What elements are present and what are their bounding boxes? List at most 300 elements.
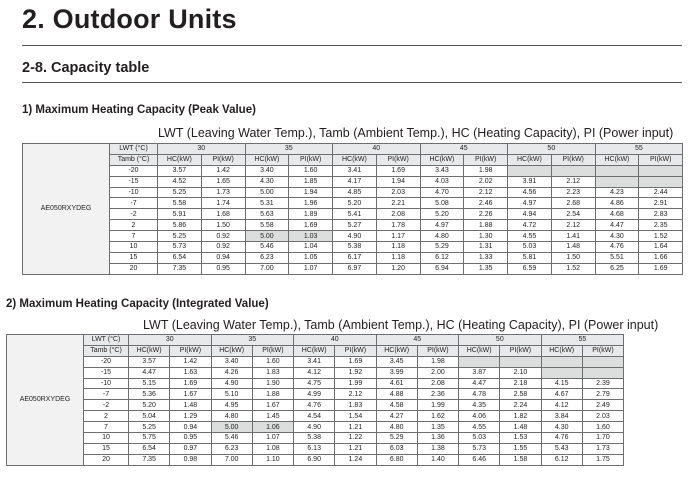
- tamb-value: -15: [110, 176, 158, 187]
- pi-value: 1.53: [500, 433, 541, 444]
- pi-value: 1.18: [376, 242, 420, 253]
- pi-value: 2.83: [639, 209, 683, 220]
- tamb-value: -7: [110, 198, 158, 209]
- table-row: [23, 209, 683, 220]
- hc-value: 3.57: [158, 165, 202, 176]
- tamb-value: 7: [110, 231, 158, 242]
- pi-value: 2.68: [551, 198, 595, 209]
- pi-value: [582, 356, 623, 367]
- pi-value: 1.78: [376, 220, 420, 231]
- lwt-value: 45: [420, 144, 508, 155]
- pi-value: 1.64: [639, 242, 683, 253]
- pi-value: 1.36: [417, 433, 458, 444]
- hc-value: 4.85: [333, 187, 377, 198]
- pi-value: 2.26: [464, 209, 508, 220]
- hc-value: 5.75: [129, 433, 170, 444]
- hc-value: 6.17: [333, 252, 377, 263]
- hc-value: 4.88: [376, 389, 417, 400]
- table2-legend: LWT (Leaving Water Temp.), Tamb (Ambient Temp.), HC (Heating Capacity), PI (Power input): [143, 318, 659, 332]
- table-row: [7, 443, 624, 454]
- tamb-value: 2: [84, 411, 129, 422]
- pi-value: 0.92: [201, 231, 245, 242]
- hc-value: 5.27: [333, 220, 377, 231]
- pi-value: 1.94: [376, 176, 420, 187]
- tamb-value: 2: [110, 220, 158, 231]
- hc-value: 4.30: [541, 422, 582, 433]
- hc-value: 6.23: [211, 443, 252, 454]
- hc-value: [595, 165, 639, 176]
- hc-header: HC(kW): [508, 154, 552, 165]
- table-row: [23, 242, 683, 253]
- tamb-value: -10: [84, 378, 129, 389]
- hc-value: 5.20: [129, 400, 170, 411]
- pi-value: 2.08: [376, 209, 420, 220]
- hc-value: 4.12: [294, 367, 335, 378]
- hc-value: 5.15: [129, 378, 170, 389]
- pi-value: 2.58: [500, 389, 541, 400]
- pi-value: 1.42: [170, 356, 211, 367]
- pi-value: 2.12: [335, 389, 376, 400]
- table-row: [23, 263, 683, 274]
- pi-value: 2.03: [582, 411, 623, 422]
- pi-value: 1.04: [289, 242, 333, 253]
- hc-value: 5.00: [211, 422, 252, 433]
- hc-value: 4.76: [541, 433, 582, 444]
- hc-value: [541, 367, 582, 378]
- pi-value: 0.95: [201, 263, 245, 274]
- hc-value: 5.38: [294, 433, 335, 444]
- hc-value: 4.26: [211, 367, 252, 378]
- table-row: [23, 252, 683, 263]
- pi-value: 1.74: [201, 198, 245, 209]
- lwt-value: 50: [459, 335, 542, 346]
- pi-value: 1.88: [464, 220, 508, 231]
- hc-value: 4.86: [595, 198, 639, 209]
- table1-heading: 1) Maximum Heating Capacity (Peak Value): [22, 104, 256, 116]
- pi-header: PI(kW): [170, 345, 211, 356]
- lwt-value: 40: [333, 144, 421, 155]
- hc-value: 3.87: [459, 367, 500, 378]
- tamb-value: 10: [84, 433, 129, 444]
- pi-header: PI(kW): [500, 345, 541, 356]
- tamb-header: Tamb (°C): [84, 345, 129, 356]
- hc-value: 4.99: [294, 389, 335, 400]
- hc-value: 6.54: [129, 443, 170, 454]
- hc-value: 4.78: [459, 389, 500, 400]
- hc-value: 4.27: [376, 411, 417, 422]
- table-row: [7, 356, 624, 367]
- hc-value: 6.97: [333, 263, 377, 274]
- tamb-header: Tamb (°C): [110, 154, 158, 165]
- pi-value: 1.29: [170, 411, 211, 422]
- pi-value: 2.21: [376, 198, 420, 209]
- tamb-value: 15: [84, 443, 129, 454]
- pi-value: 1.69: [335, 356, 376, 367]
- hc-value: 4.80: [211, 411, 252, 422]
- tamb-value: -10: [110, 187, 158, 198]
- table-row: [23, 231, 683, 242]
- pi-value: 1.60: [289, 165, 333, 176]
- pi-value: 1.45: [252, 411, 293, 422]
- tamb-value: -20: [110, 165, 158, 176]
- pi-value: 1.40: [417, 454, 458, 465]
- pi-value: 1.83: [252, 367, 293, 378]
- hc-value: 5.00: [245, 187, 289, 198]
- hc-value: 5.10: [211, 389, 252, 400]
- pi-value: 1.41: [551, 231, 595, 242]
- pi-value: 1.10: [252, 454, 293, 465]
- hc-value: 3.91: [508, 176, 552, 187]
- hc-value: 5.51: [595, 252, 639, 263]
- pi-value: 1.96: [289, 198, 333, 209]
- pi-value: 1.94: [289, 187, 333, 198]
- lwt-header: LWT (°C): [110, 144, 158, 155]
- table2-heading: 2) Maximum Heating Capacity (Integrated Value): [6, 298, 269, 310]
- pi-value: 1.73: [201, 187, 245, 198]
- hc-value: 5.03: [459, 433, 500, 444]
- pi-value: 1.92: [335, 367, 376, 378]
- hc-value: 4.70: [420, 187, 464, 198]
- hc-value: 6.90: [294, 454, 335, 465]
- tamb-value: -2: [110, 209, 158, 220]
- pi-value: 1.98: [417, 356, 458, 367]
- hc-value: 4.15: [541, 378, 582, 389]
- pi-value: 1.50: [551, 252, 595, 263]
- lwt-value: 55: [541, 335, 624, 346]
- hc-value: 5.38: [333, 242, 377, 253]
- pi-value: 1.31: [464, 242, 508, 253]
- hc-value: 6.94: [420, 263, 464, 274]
- pi-header: PI(kW): [639, 154, 683, 165]
- hc-value: 4.61: [376, 378, 417, 389]
- pi-value: 1.52: [551, 263, 595, 274]
- hc-value: 3.84: [541, 411, 582, 422]
- hc-value: 6.59: [508, 263, 552, 274]
- pi-value: 1.48: [551, 242, 595, 253]
- pi-value: 1.62: [417, 411, 458, 422]
- hc-value: 7.00: [211, 454, 252, 465]
- model-cell: AE050RXYDEG: [23, 144, 110, 275]
- hc-value: 5.25: [129, 422, 170, 433]
- hc-value: 4.30: [595, 231, 639, 242]
- pi-value: 1.90: [252, 378, 293, 389]
- hc-value: 5.73: [158, 242, 202, 253]
- hc-value: 5.08: [420, 198, 464, 209]
- hc-value: 6.03: [376, 443, 417, 454]
- hc-value: 4.90: [333, 231, 377, 242]
- lwt-value: 30: [158, 144, 246, 155]
- hc-value: 4.17: [333, 176, 377, 187]
- pi-value: 2.10: [500, 367, 541, 378]
- hc-value: 4.56: [508, 187, 552, 198]
- hc-header: HC(kW): [376, 345, 417, 356]
- hc-value: 5.46: [211, 433, 252, 444]
- pi-value: 1.73: [582, 443, 623, 454]
- lwt-value: 40: [294, 335, 377, 346]
- table-row: [7, 389, 624, 400]
- hc-value: 5.81: [508, 252, 552, 263]
- hc-value: 5.20: [420, 209, 464, 220]
- pi-value: 1.83: [335, 400, 376, 411]
- pi-value: 1.69: [289, 220, 333, 231]
- pi-value: 2.91: [639, 198, 683, 209]
- pi-value: 2.44: [639, 187, 683, 198]
- hc-value: 4.72: [508, 220, 552, 231]
- pi-value: 2.00: [417, 367, 458, 378]
- pi-value: 1.99: [335, 378, 376, 389]
- hc-value: 3.43: [420, 165, 464, 176]
- pi-value: 2.02: [464, 176, 508, 187]
- hc-value: 4.67: [541, 389, 582, 400]
- section-rule: [22, 82, 682, 83]
- hc-value: 4.35: [459, 400, 500, 411]
- hc-value: 4.97: [508, 198, 552, 209]
- hc-value: 4.68: [595, 209, 639, 220]
- pi-value: [551, 165, 595, 176]
- lwt-header: LWT (°C): [84, 335, 129, 346]
- pi-value: [639, 165, 683, 176]
- hc-header: HC(kW): [595, 154, 639, 165]
- pi-header: PI(kW): [582, 345, 623, 356]
- hc-value: 4.03: [420, 176, 464, 187]
- table-row: [23, 198, 683, 209]
- pi-value: 2.23: [551, 187, 595, 198]
- hc-value: 3.41: [294, 356, 335, 367]
- pi-header: PI(kW): [376, 154, 420, 165]
- section-title: 2-8. Capacity table: [22, 60, 150, 76]
- table-row: [23, 220, 683, 231]
- hc-value: 4.52: [158, 176, 202, 187]
- pi-value: 1.58: [500, 454, 541, 465]
- hc-value: 5.25: [158, 187, 202, 198]
- hc-header: HC(kW): [459, 345, 500, 356]
- pi-value: 1.06: [252, 422, 293, 433]
- hc-value: 5.04: [129, 411, 170, 422]
- tamb-value: 20: [110, 263, 158, 274]
- pi-value: 1.17: [376, 231, 420, 242]
- capacity-table-integrated: [6, 334, 624, 466]
- tamb-value: 15: [110, 252, 158, 263]
- hc-value: 6.12: [420, 252, 464, 263]
- pi-value: 1.63: [170, 367, 211, 378]
- hc-value: 5.86: [158, 220, 202, 231]
- hc-value: 5.43: [541, 443, 582, 454]
- hc-value: [459, 356, 500, 367]
- hc-value: 3.45: [376, 356, 417, 367]
- hc-header: HC(kW): [420, 154, 464, 165]
- pi-value: 1.21: [335, 422, 376, 433]
- pi-value: 1.42: [201, 165, 245, 176]
- pi-value: 1.82: [500, 411, 541, 422]
- hc-value: 5.46: [245, 242, 289, 253]
- hc-header: HC(kW): [541, 345, 582, 356]
- tamb-value: 7: [84, 422, 129, 433]
- hc-value: 3.40: [245, 165, 289, 176]
- chapter-rule: [22, 45, 682, 46]
- table-row: [23, 176, 683, 187]
- hc-value: 4.55: [508, 231, 552, 242]
- hc-value: 3.57: [129, 356, 170, 367]
- lwt-value: 55: [595, 144, 683, 155]
- hc-header: HC(kW): [333, 154, 377, 165]
- tamb-value: -15: [84, 367, 129, 378]
- pi-value: 1.68: [201, 209, 245, 220]
- hc-value: 5.00: [245, 231, 289, 242]
- pi-value: 0.98: [170, 454, 211, 465]
- hc-value: 5.29: [420, 242, 464, 253]
- hc-value: 5.36: [129, 389, 170, 400]
- hc-value: [508, 165, 552, 176]
- hc-value: 5.31: [245, 198, 289, 209]
- lwt-value: 35: [211, 335, 294, 346]
- hc-value: 4.47: [459, 378, 500, 389]
- hc-value: 4.97: [420, 220, 464, 231]
- pi-value: 2.03: [376, 187, 420, 198]
- pi-header: PI(kW): [201, 154, 245, 165]
- pi-value: 1.21: [335, 443, 376, 454]
- pi-value: 1.08: [252, 443, 293, 454]
- lwt-value: 35: [245, 144, 333, 155]
- lwt-value: 45: [376, 335, 459, 346]
- tamb-value: 20: [84, 454, 129, 465]
- hc-value: 4.30: [245, 176, 289, 187]
- hc-value: 5.58: [158, 198, 202, 209]
- pi-value: 1.50: [201, 220, 245, 231]
- pi-value: 2.12: [551, 220, 595, 231]
- hc-value: 4.80: [420, 231, 464, 242]
- hc-value: 5.25: [158, 231, 202, 242]
- hc-header: HC(kW): [158, 154, 202, 165]
- capacity-table-peak: [22, 143, 683, 275]
- table-row: [7, 378, 624, 389]
- hc-value: 4.47: [129, 367, 170, 378]
- tamb-value: 10: [110, 242, 158, 253]
- pi-value: 1.89: [289, 209, 333, 220]
- pi-value: 1.35: [417, 422, 458, 433]
- table-row: [7, 411, 624, 422]
- pi-value: [639, 176, 683, 187]
- pi-value: 1.54: [335, 411, 376, 422]
- hc-value: 3.41: [333, 165, 377, 176]
- hc-value: 4.76: [294, 400, 335, 411]
- pi-value: 1.38: [417, 443, 458, 454]
- table-row: [23, 187, 683, 198]
- pi-value: [582, 367, 623, 378]
- hc-value: 4.94: [508, 209, 552, 220]
- pi-value: 1.67: [252, 400, 293, 411]
- hc-value: 4.54: [294, 411, 335, 422]
- hc-value: 7.35: [129, 454, 170, 465]
- tamb-value: -7: [84, 389, 129, 400]
- hc-value: 5.58: [245, 220, 289, 231]
- pi-value: 0.95: [170, 433, 211, 444]
- pi-value: 2.46: [464, 198, 508, 209]
- hc-header: HC(kW): [245, 154, 289, 165]
- hc-value: 4.76: [595, 242, 639, 253]
- pi-value: 2.12: [464, 187, 508, 198]
- pi-value: 1.99: [417, 400, 458, 411]
- hc-value: [595, 176, 639, 187]
- pi-value: 2.36: [417, 389, 458, 400]
- pi-value: 1.66: [639, 252, 683, 263]
- pi-value: [500, 356, 541, 367]
- pi-value: 1.60: [252, 356, 293, 367]
- pi-value: 2.79: [582, 389, 623, 400]
- pi-value: 1.69: [170, 378, 211, 389]
- pi-value: 2.12: [551, 176, 595, 187]
- pi-value: 1.70: [582, 433, 623, 444]
- pi-header: PI(kW): [417, 345, 458, 356]
- model-cell: AE050RXYDEG: [7, 335, 84, 466]
- tamb-value: -20: [84, 356, 129, 367]
- hc-value: 6.12: [541, 454, 582, 465]
- pi-value: 1.65: [201, 176, 245, 187]
- table-row: [7, 454, 624, 465]
- table1-legend: LWT (Leaving Water Temp.), Tamb (Ambient Temp.), HC (Heating Capacity), PI (Power input): [158, 126, 674, 140]
- hc-value: 6.25: [595, 263, 639, 274]
- hc-value: 4.55: [459, 422, 500, 433]
- pi-value: 1.48: [170, 400, 211, 411]
- pi-value: 1.22: [335, 433, 376, 444]
- lwt-value: 50: [508, 144, 596, 155]
- pi-value: 0.92: [201, 242, 245, 253]
- pi-value: 1.07: [289, 263, 333, 274]
- pi-value: 1.07: [252, 433, 293, 444]
- pi-value: 1.85: [289, 176, 333, 187]
- hc-value: 5.91: [158, 209, 202, 220]
- hc-value: 5.20: [333, 198, 377, 209]
- pi-value: 1.24: [335, 454, 376, 465]
- pi-value: 1.20: [376, 263, 420, 274]
- pi-value: 1.67: [170, 389, 211, 400]
- pi-header: PI(kW): [335, 345, 376, 356]
- hc-value: 6.23: [245, 252, 289, 263]
- lwt-value: 30: [129, 335, 212, 346]
- pi-value: 0.94: [201, 252, 245, 263]
- pi-header: PI(kW): [289, 154, 333, 165]
- hc-value: 4.80: [376, 422, 417, 433]
- chapter-title: 2. Outdoor Units: [22, 4, 237, 34]
- tamb-value: -2: [84, 400, 129, 411]
- pi-value: 1.75: [582, 454, 623, 465]
- hc-value: 4.90: [294, 422, 335, 433]
- hc-value: 6.80: [376, 454, 417, 465]
- table-row: [7, 367, 624, 378]
- pi-value: 0.94: [170, 422, 211, 433]
- pi-value: 1.88: [252, 389, 293, 400]
- pi-value: 1.52: [639, 231, 683, 242]
- pi-header: PI(kW): [551, 154, 595, 165]
- table-row: [23, 165, 683, 176]
- pi-value: 1.69: [639, 263, 683, 274]
- pi-value: 0.97: [170, 443, 211, 454]
- pi-value: 1.69: [376, 165, 420, 176]
- pi-value: 2.24: [500, 400, 541, 411]
- hc-value: 3.99: [376, 367, 417, 378]
- hc-header: HC(kW): [211, 345, 252, 356]
- hc-value: 4.75: [294, 378, 335, 389]
- pi-value: 1.48: [500, 422, 541, 433]
- hc-value: 7.00: [245, 263, 289, 274]
- hc-value: 4.12: [541, 400, 582, 411]
- hc-header: HC(kW): [294, 345, 335, 356]
- pi-value: 2.18: [500, 378, 541, 389]
- pi-value: 2.54: [551, 209, 595, 220]
- hc-value: 4.47: [595, 220, 639, 231]
- table-row: [7, 422, 624, 433]
- pi-value: 2.08: [417, 378, 458, 389]
- pi-value: 1.35: [464, 263, 508, 274]
